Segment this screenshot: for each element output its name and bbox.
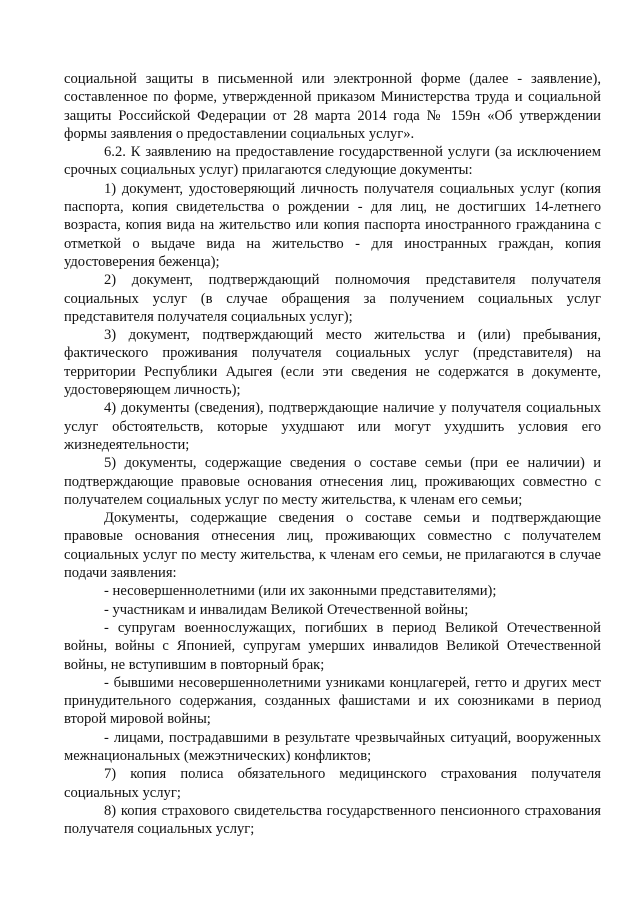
list-item-identity-document: 1) документ, удостоверяющий личность получателя социальных услуг (копия паспорта, копия свидетельства о рождении - для лиц, не достигших 14-летнего возраста, копия вида на жительство или копия паспорта иностранного гражданина с отметкой о выдаче вида на жительство - для иностранных граждан, копия удостоверения беженца); — [64, 180, 601, 270]
list-item-place-of-residence: 3) документ, подтверждающий место жительства и (или) пребывания, фактического проживания получателя социальных услуг (представителя) на территории Республики Адыгея (если эти сведения не содержатся в документе, удостоверяющем личность); — [64, 327, 601, 399]
paragraph-application-form: социальной защиты в письменной или электронной форме (далее - заявление), составленное по форме, утвержденной приказом Министерства труда и социальной защиты Российской Федерации от 28 марта 2014 года № 159н «Об утверждении формы заявления о предоставлении социальных услуг». — [64, 71, 601, 142]
list-item-family-composition: 5) документы, содержащие сведения о составе семьи (при ее наличии) и подтверждающие правовые основания отнесения лиц, проживающих совместно с получателем социальных услуг по месту жительства, к членам его семьи; — [64, 455, 601, 508]
list-item-medical-insurance: 7) копия полиса обязательного медицинского страхования получателя социальных услуг; — [64, 766, 601, 801]
exemption-item-former-prisoners: - бывшими несовершеннолетними узниками концлагерей, гетто и других мест принудительного содержания, созданных фашистами и их союзниками в период второй мировой войны; — [64, 674, 601, 728]
exemption-item-emergency-victims: - лицами, пострадавшими в результате чрезвычайных ситуаций, вооруженных межнациональных (межэтнических) конфликтов; — [64, 729, 601, 764]
paragraph-family-documents-exemption: Документы, содержащие сведения о составе семьи и подтверждающие правовые основания отнесения лиц, проживающих совместно с получателем социальных услуг по месту жительства, к членам его семьи, не прилагаются в случае подачи заявления: — [64, 510, 601, 582]
list-item-representative-authority: 2) документ, подтверждающий полномочия представителя получателя социальных услуг (в случае обращения за получением социальных услуг представителя получателя социальных услуг); — [64, 272, 601, 325]
document-page — [64, 70, 601, 838]
paragraph-6-2: 6.2. К заявлению на предоставление государственной услуги (за исключением срочных социальных услуг) прилагаются следующие документы: — [64, 144, 601, 179]
list-item-pension-insurance: 8) копия страхового свидетельства государственного пенсионного страхования получателя социальных услуг; — [64, 802, 601, 838]
exemption-item-spouses: - супругам военнослужащих, погибших в период Великой Отечественной войны, войны с Японией, супругам умерших инвалидов Великой Отечественной войны, не вступившим в повторный брак; — [64, 619, 601, 673]
exemption-item-minors: - несовершеннолетними (или их законными представителями); — [104, 583, 497, 600]
exemption-item-war-veterans: - участникам и инвалидам Великой Отечественной войны; — [104, 601, 469, 618]
list-item-circumstances: 4) документы (сведения), подтверждающие наличие у получателя социальных услуг обстоятельств, которые ухудшают или могут ухудшить условия его жизнедеятельности; — [64, 400, 601, 453]
